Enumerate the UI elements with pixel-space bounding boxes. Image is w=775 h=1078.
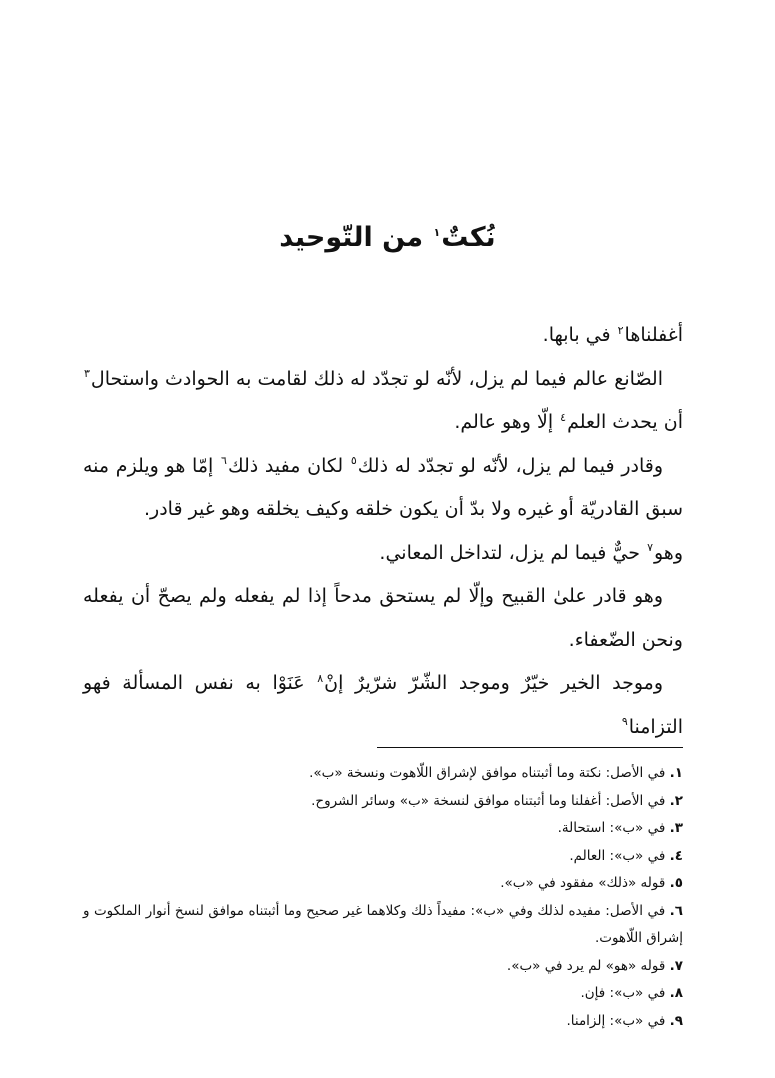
footnote-number: ٣. (669, 820, 683, 836)
text-run: وهو قادر علىٰ القبيح وإلّا لم يستحق مدحاً إذا لم يفعله ولم يصحّ أن يفعله ونحن الضّعفاء. (83, 585, 683, 651)
footnote-ref-2: ٢ (617, 323, 624, 337)
paragraph-6 (83, 662, 683, 749)
page-title (0, 222, 775, 253)
footnote-ref-6: ٦ (221, 454, 227, 468)
footnote-ref-3: ٣ (84, 367, 90, 381)
paragraph-1 (83, 314, 683, 358)
footnote-number: ٨. (669, 985, 683, 1001)
text-run: إمّا هو ويلزم منه سبق القادريّة أو غيره ولا بدّ أن يكون خلقه وكيف يخلقه وهو غير قادر. (83, 454, 683, 520)
footnote-text: في «ب»: فإن. (580, 985, 666, 1001)
paragraph-2 (83, 358, 683, 445)
footnote-item (83, 760, 683, 788)
footnote-ref-4: ٤ (560, 410, 567, 424)
footnote-text: في الأصل: نكتة وما أثبتناه موافق لإشراق اللّاهوت ونسخة «ب». (309, 765, 666, 781)
footnote-text: قوله «ذلك» مفقود في «ب». (500, 875, 666, 891)
text-run: حيٌّ فيما لم يزل، لتداخل المعاني. (379, 541, 641, 564)
text-run: الصّانع عالم فيما لم يزل، لأنّه لو تجدّد له ذلك لقامت به الحوادث واستحال (90, 367, 663, 390)
footnote-number: ٤. (669, 847, 683, 864)
footnote-item (83, 953, 683, 981)
text-run: وموجد الخير خيّرٌ وموجد الشّرّ شرّيرٌ إنْ (324, 672, 663, 694)
title-rest: من التّوحيد (279, 222, 424, 253)
footnote-item (83, 1008, 683, 1036)
footnote-item (83, 815, 683, 843)
footnote-divider (377, 747, 683, 748)
text-run: وقادر فيما لم يزل، لأنّه لو تجدّد له ذلك (357, 454, 664, 477)
footnote-item (83, 898, 683, 953)
main-text (83, 314, 683, 749)
footnote-item (83, 788, 683, 816)
text-run: لكان مفيد ذلك (227, 454, 344, 477)
title-word: نُكتٌ (441, 222, 496, 253)
footnote-number: ٢. (669, 792, 683, 809)
footnote-ref-8: ٨ (317, 671, 324, 685)
footnote-text: قوله «هو» لم يرد في «ب». (506, 957, 666, 974)
footnote-item (83, 870, 683, 898)
footnote-item (83, 980, 683, 1008)
footnote-ref-5: ٥ (350, 454, 357, 468)
footnote-number: ٦. (669, 902, 684, 919)
footnotes-list (83, 760, 683, 1035)
footnote-text: في الأصل: مفيده لذلك وفي «ب»: مفيداً ذلك وكلاهما غير صحيح وما أثبتناه موافق لنسخ أنوار الملكوت و إشراق اللّاهوت. (83, 902, 683, 946)
footnote-ref-9: ٩ (621, 715, 628, 729)
footnote-text: في الأصل: أغفلنا وما أثبتناه موافق لنسخة «ب» وسائر الشروح. (311, 792, 666, 809)
footnote-number: ٧. (669, 957, 683, 974)
footnote-number: ٩. (669, 1012, 683, 1029)
footnote-text: في «ب»: إلزامنا. (566, 1012, 666, 1029)
footnote-item (83, 843, 683, 871)
footnote-number: ٥. (669, 875, 683, 891)
footnote-text: في «ب»: العالم. (569, 847, 666, 864)
footnote-number: ١. (669, 765, 683, 781)
text-run: عَنَوْا به نفس المسألة فهو التزامنا (83, 672, 683, 738)
text-run: إلّا وهو عالم. (454, 411, 554, 433)
paragraph-4 (83, 532, 683, 576)
text-run: وهو (653, 541, 683, 564)
footnote-ref-1: ١ (433, 226, 441, 239)
footnote-ref-7: ٧ (647, 541, 653, 555)
paragraph-3 (83, 445, 683, 532)
text-run: أغفلناها (624, 324, 683, 346)
text-run: أن يحدث العلم (567, 411, 683, 433)
footnote-text: في «ب»: استحالة. (557, 820, 666, 836)
paragraph-5 (83, 575, 683, 662)
text-run: في بابها. (542, 324, 611, 346)
